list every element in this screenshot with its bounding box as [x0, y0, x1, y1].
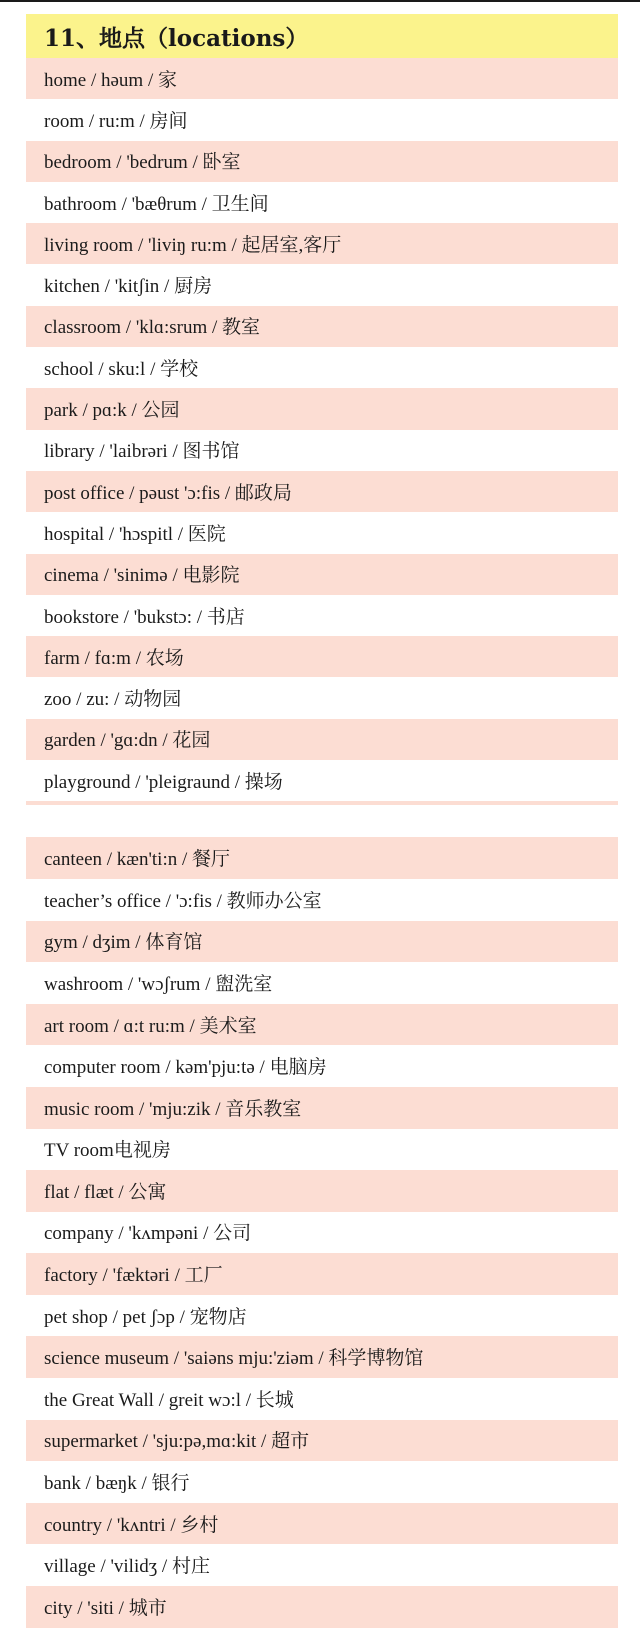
- vocab-row: room / ru:m / 房间: [26, 99, 618, 140]
- vocab-row: city / 'siti / 城市: [26, 1586, 618, 1628]
- vocab-row: factory / 'fæktəri / 工厂: [26, 1253, 618, 1295]
- vocab-row: canteen / kæn'ti:n / 餐厅: [26, 837, 618, 879]
- vocab-row: teacher’s office / 'ɔ:fis / 教师办公室: [26, 879, 618, 921]
- vocab-row: zoo / zu: / 动物园: [26, 677, 618, 718]
- vocab-row: post office / pəust 'ɔ:fis / 邮政局: [26, 471, 618, 512]
- vocab-row: playground / 'pleigraund / 操场: [26, 760, 618, 801]
- vocab-row: bathroom / 'bæθrum / 卫生间: [26, 182, 618, 223]
- vocab-row: home / həum / 家: [26, 58, 618, 99]
- vocab-row: the Great Wall / greit wɔ:l / 长城: [26, 1378, 618, 1420]
- vocabulary-list-1: [26, 58, 618, 801]
- vocab-row: art room / ɑ:t ru:m / 美术室: [26, 1004, 618, 1046]
- vocab-row: hospital / 'hɔspitl / 医院: [26, 512, 618, 553]
- vocab-row: music room / 'mju:zik / 音乐教室: [26, 1087, 618, 1129]
- vocab-row: classroom / 'klɑ:srum / 教室: [26, 306, 618, 347]
- section-title: 11、地点（locations）: [26, 14, 618, 58]
- vocab-row: pet shop / pet ʃɔp / 宠物店: [26, 1295, 618, 1337]
- vocab-row: village / 'vilidʒ / 村庄: [26, 1544, 618, 1586]
- vocab-row: school / sku:l / 学校: [26, 347, 618, 388]
- vocab-row: country / 'kʌntri / 乡村: [26, 1503, 618, 1545]
- vocab-row: company / 'kʌmpəni / 公司: [26, 1212, 618, 1254]
- vocab-row: gym / dʒim / 体育馆: [26, 921, 618, 963]
- vocab-row: farm / fɑ:m / 农场: [26, 636, 618, 677]
- vocab-row: bedroom / 'bedrum / 卧室: [26, 141, 618, 182]
- vocab-row: library / 'laibrəri / 图书馆: [26, 430, 618, 471]
- vocab-row: science museum / 'saiəns mju:'ziəm / 科学博物馆: [26, 1336, 618, 1378]
- vocab-row: cinema / 'sinimə / 电影院: [26, 554, 618, 595]
- vocab-row: park / pɑ:k / 公园: [26, 388, 618, 429]
- vocab-row: supermarket / 'sju:pə,mɑ:kit / 超市: [26, 1420, 618, 1462]
- vocab-row: computer room / kəm'pju:tə / 电脑房: [26, 1045, 618, 1087]
- vocab-row: flat / flæt / 公寓: [26, 1170, 618, 1212]
- vocab-row: kitchen / 'kitʃin / 厨房: [26, 264, 618, 305]
- top-border: [0, 0, 640, 2]
- vocab-row: bank / bæŋk / 银行: [26, 1461, 618, 1503]
- vocab-row: bookstore / 'bukstɔ: / 书店: [26, 595, 618, 636]
- vocab-row: TV room电视房: [26, 1129, 618, 1171]
- vocab-row: living room / 'liviŋ ru:m / 起居室,客厅: [26, 223, 618, 264]
- vocabulary-list-2: [26, 837, 618, 1627]
- vocab-row: garden / 'gɑ:dn / 花园: [26, 719, 618, 760]
- section-divider: [26, 801, 618, 837]
- vocab-row: washroom / 'wɔʃrum / 盥洗室: [26, 962, 618, 1004]
- vocabulary-sheet: [26, 14, 618, 1628]
